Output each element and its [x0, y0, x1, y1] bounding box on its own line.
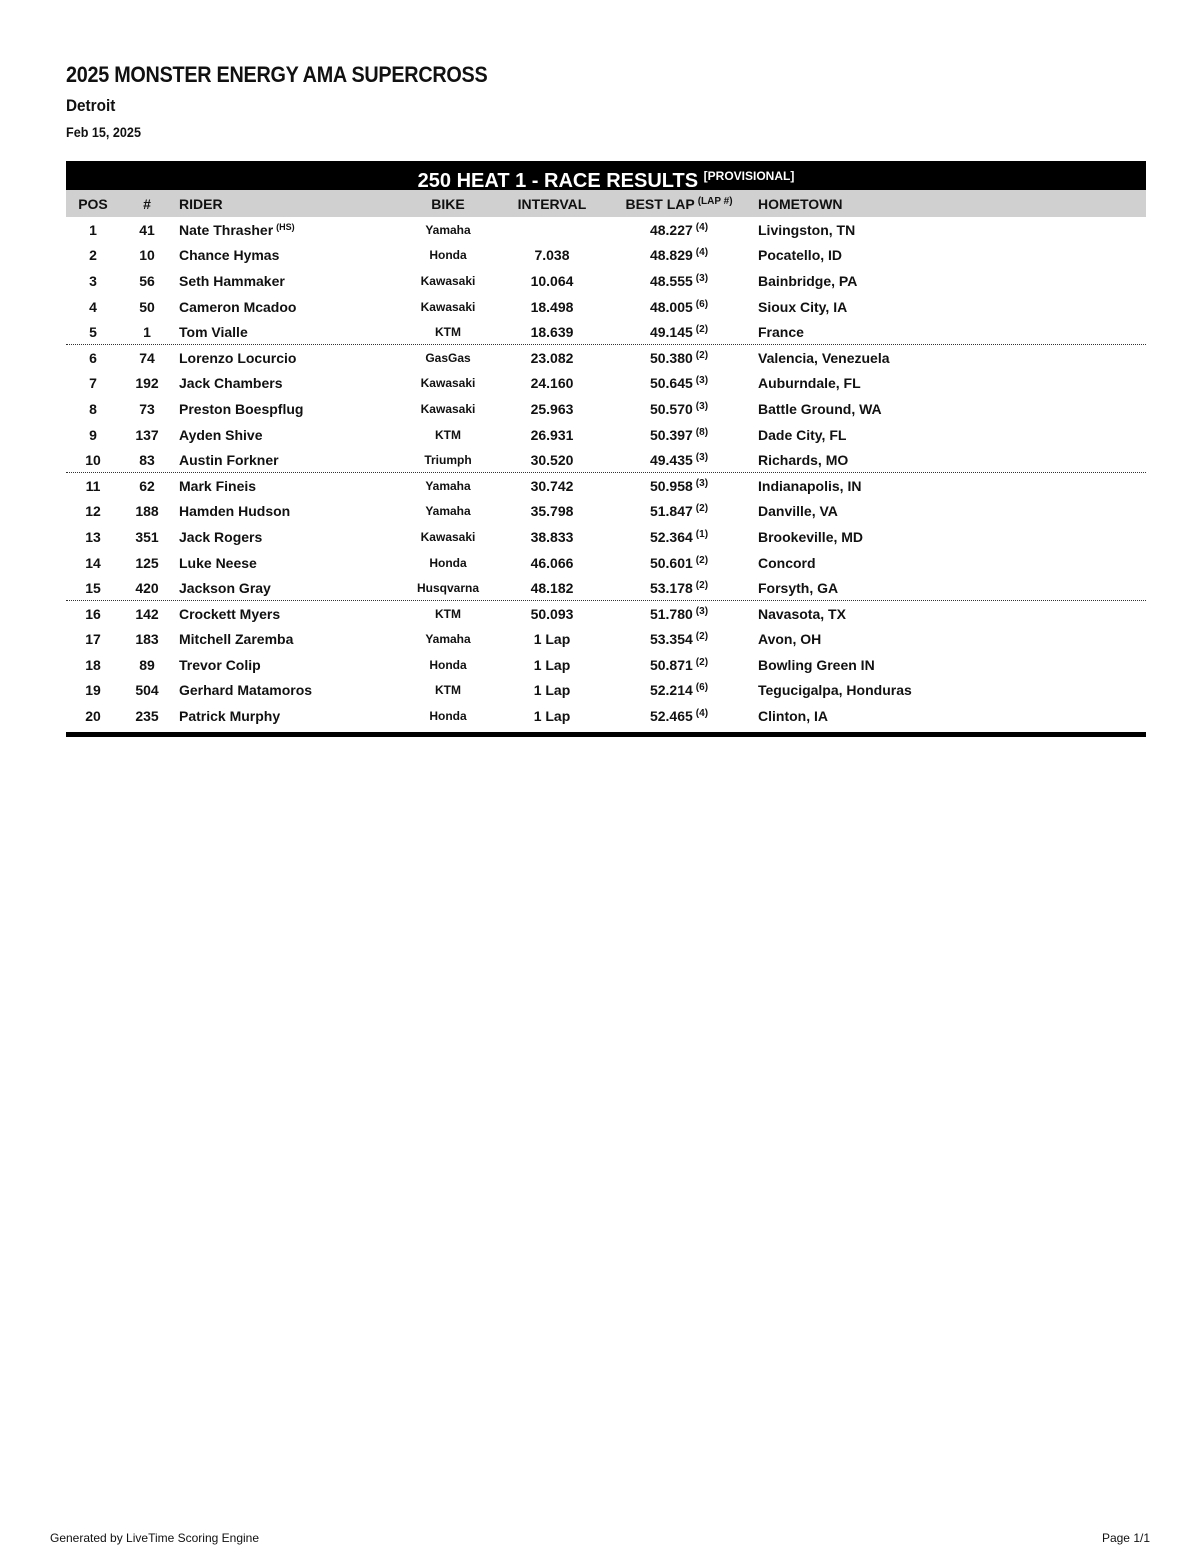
cell-position: 15 — [85, 579, 101, 596]
cell-best-lap — [604, 580, 754, 596]
table-row — [66, 499, 1146, 525]
cell-bike: Honda — [429, 657, 467, 672]
rider-name: Jack Rogers — [179, 528, 263, 545]
cell-rider-number: 73 — [139, 400, 155, 417]
cell-rider-number: 235 — [135, 708, 159, 725]
column-header-interval: INTERVAL — [517, 195, 587, 212]
best-lap-time: 48.829 — [649, 247, 693, 264]
table-row — [66, 268, 1146, 294]
cell-hometown: Bowling Green IN — [758, 656, 875, 673]
best-lap-time: 50.601 — [649, 554, 693, 571]
column-header-row — [66, 190, 1146, 217]
table-row — [66, 345, 1146, 371]
rider-name: Mark Fineis — [179, 477, 257, 494]
cell-rider-name — [174, 555, 396, 571]
table-row — [66, 601, 1146, 627]
cell-best-lap — [604, 299, 754, 315]
best-lap-time: 52.214 — [649, 682, 693, 699]
column-header-hometown: HOMETOWN — [758, 195, 843, 212]
results-rows — [66, 217, 1146, 729]
best-lap-number: (3) — [695, 451, 709, 463]
cell-bike: Honda — [429, 248, 467, 263]
cell-rider-name — [174, 401, 396, 417]
cell-hometown: Avon, OH — [758, 631, 822, 648]
cell-rider-number: 420 — [135, 579, 159, 596]
cell-position: 19 — [85, 682, 101, 699]
cell-position: 10 — [85, 451, 101, 468]
rider-name: Austin Forkner — [179, 451, 279, 468]
cell-bike: Honda — [429, 555, 467, 570]
table-row — [66, 243, 1146, 269]
column-header-number: # — [143, 195, 151, 212]
cell-rider-name — [174, 657, 396, 673]
cell-best-lap — [604, 401, 754, 417]
cell-best-lap — [604, 503, 754, 519]
cell-position: 20 — [85, 708, 101, 725]
cell-bike: Husqvarna — [416, 580, 480, 595]
best-lap-time: 53.354 — [649, 631, 693, 648]
cell-hometown: Indianapolis, IN — [758, 477, 862, 494]
cell-interval: 48.182 — [530, 579, 574, 596]
cell-bike: KTM — [435, 427, 461, 442]
best-lap-number: (2) — [695, 554, 709, 566]
best-lap-time: 48.227 — [649, 221, 693, 238]
cell-bike: Honda — [429, 709, 467, 724]
cell-hometown: Valencia, Venezuela — [758, 349, 890, 366]
cell-bike: KTM — [435, 683, 461, 698]
cell-rider-number: 89 — [139, 656, 155, 673]
series-title: 2025 MONSTER ENERGY AMA SUPERCROSS — [66, 62, 488, 87]
table-row — [66, 703, 1146, 729]
best-lap-number: (3) — [695, 375, 709, 387]
cell-rider-name — [174, 580, 396, 596]
rider-name: Nate Thrasher — [179, 221, 274, 238]
best-lap-time: 52.465 — [649, 708, 693, 725]
table-row — [66, 447, 1146, 473]
cell-interval: 46.066 — [530, 554, 574, 571]
cell-rider-number: 62 — [139, 477, 155, 494]
best-lap-number: (4) — [695, 708, 709, 720]
cell-hometown: Danville, VA — [758, 503, 838, 520]
cell-interval: 1 Lap — [533, 708, 571, 725]
cell-hometown: Tegucigalpa, Honduras — [758, 682, 912, 699]
best-lap-time: 50.958 — [649, 477, 693, 494]
best-lap-time: 50.380 — [649, 349, 693, 366]
cell-best-lap — [604, 682, 754, 698]
cell-rider-name — [174, 631, 396, 647]
best-lap-time: 48.555 — [649, 272, 693, 289]
cell-best-lap — [604, 631, 754, 647]
cell-rider-name — [174, 350, 396, 366]
cell-position: 13 — [85, 528, 101, 545]
best-lap-number: (3) — [695, 605, 709, 617]
cell-bike: Kawasaki — [420, 401, 476, 416]
rider-name: Cameron Mcadoo — [179, 298, 297, 315]
cell-position: 18 — [85, 656, 101, 673]
rider-name: Crockett Myers — [179, 605, 281, 622]
cell-interval: 24.160 — [530, 375, 574, 392]
best-lap-number: (3) — [695, 400, 709, 412]
rider-name: Lorenzo Locurcio — [179, 349, 297, 366]
table-row — [66, 319, 1146, 345]
cell-interval: 1 Lap — [533, 682, 571, 699]
cell-position: 11 — [85, 477, 101, 494]
cell-hometown: Auburndale, FL — [758, 375, 861, 392]
table-row — [66, 575, 1146, 601]
cell-interval: 25.963 — [530, 400, 574, 417]
cell-interval: 1 Lap — [533, 631, 571, 648]
cell-interval: 23.082 — [530, 349, 574, 366]
rider-name: Patrick Murphy — [179, 708, 281, 725]
cell-position: 8 — [89, 400, 97, 417]
cell-hometown: France — [758, 323, 804, 340]
rider-name: Gerhard Matamoros — [179, 682, 313, 699]
cell-position: 3 — [89, 272, 97, 289]
rider-name: Trevor Colip — [179, 656, 261, 673]
cell-bike: KTM — [435, 606, 461, 621]
column-header-best-lap — [604, 196, 754, 212]
cell-bike: KTM — [435, 324, 461, 339]
cell-rider-number: 41 — [139, 221, 155, 238]
cell-interval: 10.064 — [530, 272, 574, 289]
cell-position: 1 — [89, 221, 97, 238]
best-lap-number: (1) — [695, 528, 709, 540]
cell-interval: 35.798 — [530, 503, 574, 520]
cell-hometown: Brookeville, MD — [758, 528, 864, 545]
cell-rider-name — [174, 503, 396, 519]
best-lap-time: 52.364 — [649, 528, 693, 545]
best-lap-time: 50.871 — [649, 656, 693, 673]
cell-rider-name — [174, 247, 396, 263]
rider-name: Luke Neese — [179, 554, 257, 571]
table-row — [66, 217, 1146, 243]
cell-best-lap — [604, 452, 754, 468]
cell-bike: Kawasaki — [420, 299, 476, 314]
rider-name: Preston Boespflug — [179, 400, 304, 417]
best-lap-number: (6) — [695, 298, 709, 310]
cell-rider-name — [174, 606, 396, 622]
table-row — [66, 678, 1146, 704]
cell-rider-number: 192 — [135, 375, 159, 392]
rider-name: Seth Hammaker — [179, 272, 285, 289]
lap-number-note: (LAP #) — [697, 195, 733, 207]
best-lap-time: 51.847 — [649, 503, 693, 520]
cell-best-lap — [604, 273, 754, 289]
table-title-bar — [66, 161, 1146, 190]
cell-rider-number: 74 — [139, 349, 155, 366]
cell-interval: 18.639 — [530, 323, 574, 340]
cell-interval: 18.498 — [530, 298, 574, 315]
cell-rider-number: 137 — [135, 426, 159, 443]
cell-position: 5 — [89, 323, 97, 340]
cell-rider-name — [174, 273, 396, 289]
cell-best-lap — [604, 247, 754, 263]
best-lap-number: (3) — [695, 272, 709, 284]
cell-rider-number: 183 — [135, 631, 159, 648]
best-lap-time: 51.780 — [649, 605, 693, 622]
cell-rider-name — [174, 324, 396, 340]
best-lap-number: (2) — [695, 631, 709, 643]
cell-interval: 30.520 — [530, 451, 574, 468]
cell-position: 16 — [85, 605, 101, 622]
cell-hometown: Bainbridge, PA — [758, 272, 858, 289]
cell-best-lap — [604, 708, 754, 724]
cell-hometown: Forsyth, GA — [758, 579, 839, 596]
best-lap-label: BEST LAP — [625, 195, 695, 212]
rider-name: Hamden Hudson — [179, 503, 291, 520]
document-header — [66, 62, 534, 140]
table-row — [66, 371, 1146, 397]
venue-name: Detroit — [66, 96, 116, 115]
table-bottom-rule — [66, 732, 1146, 737]
cell-rider-number: 188 — [135, 503, 159, 520]
cell-best-lap — [604, 375, 754, 391]
best-lap-number: (2) — [695, 323, 709, 335]
best-lap-number: (3) — [695, 477, 709, 489]
cell-bike: GasGas — [425, 350, 471, 365]
cell-best-lap — [604, 606, 754, 622]
cell-position: 12 — [85, 503, 101, 520]
cell-hometown: Battle Ground, WA — [758, 400, 882, 417]
table-row — [66, 473, 1146, 499]
cell-best-lap — [604, 427, 754, 443]
cell-interval: 30.742 — [530, 477, 574, 494]
cell-rider-number: 1 — [143, 323, 151, 340]
cell-best-lap — [604, 529, 754, 545]
cell-hometown: Clinton, IA — [758, 708, 828, 725]
cell-bike: Yamaha — [425, 222, 471, 237]
cell-best-lap — [604, 350, 754, 366]
cell-rider-name — [174, 529, 396, 545]
cell-best-lap — [604, 222, 754, 238]
rider-name: Jack Chambers — [179, 375, 283, 392]
rider-name: Ayden Shive — [179, 426, 263, 443]
cell-interval: 1 Lap — [533, 656, 571, 673]
cell-position: 14 — [85, 554, 101, 571]
cell-best-lap — [604, 657, 754, 673]
cell-hometown: Concord — [758, 554, 816, 571]
cell-position: 2 — [89, 247, 97, 264]
cell-rider-number: 125 — [135, 554, 159, 571]
best-lap-time: 49.435 — [649, 451, 693, 468]
cell-rider-name — [174, 375, 396, 391]
cell-rider-name — [174, 478, 396, 494]
cell-bike: Yamaha — [425, 632, 471, 647]
cell-position: 6 — [89, 349, 97, 366]
cell-rider-number: 10 — [139, 247, 155, 264]
best-lap-time: 50.645 — [649, 375, 693, 392]
cell-position: 7 — [89, 375, 97, 392]
rider-tag: (HS) — [276, 221, 295, 232]
cell-rider-name — [174, 299, 396, 315]
table-row — [66, 652, 1146, 678]
cell-hometown: Richards, MO — [758, 451, 849, 468]
cell-position: 4 — [89, 298, 97, 315]
best-lap-time: 53.178 — [649, 579, 693, 596]
best-lap-number: (8) — [695, 426, 709, 438]
cell-bike: Yamaha — [425, 504, 471, 519]
cell-rider-name — [174, 452, 396, 468]
footer-page-number: Page 1/1 — [1101, 1531, 1150, 1545]
column-header-rider: RIDER — [179, 195, 223, 212]
cell-position: 17 — [85, 631, 101, 648]
cell-rider-number: 56 — [139, 272, 155, 289]
cell-hometown: Livingston, TN — [758, 221, 856, 238]
cell-interval: 38.833 — [530, 528, 574, 545]
cell-interval: 50.093 — [530, 605, 574, 622]
cell-bike: Kawasaki — [420, 529, 476, 544]
best-lap-number: (6) — [695, 682, 709, 694]
cell-rider-name — [174, 222, 396, 238]
best-lap-time: 50.397 — [649, 426, 693, 443]
cell-rider-name — [174, 427, 396, 443]
table-row — [66, 524, 1146, 550]
cell-rider-number: 504 — [135, 682, 159, 699]
best-lap-number: (2) — [695, 579, 709, 591]
rider-name: Tom Vialle — [179, 323, 248, 340]
best-lap-time: 50.570 — [649, 400, 693, 417]
cell-bike: Triumph — [424, 452, 472, 467]
table-row — [66, 422, 1146, 448]
cell-interval: 26.931 — [530, 426, 574, 443]
column-header-pos: POS — [78, 195, 108, 212]
provisional-tag: [PROVISIONAL] — [703, 169, 795, 183]
table-row — [66, 396, 1146, 422]
best-lap-number: (2) — [695, 656, 709, 668]
cell-hometown: Pocatello, ID — [758, 247, 843, 264]
rider-name: Mitchell Zaremba — [179, 631, 294, 648]
best-lap-number: (2) — [695, 503, 709, 515]
table-title: 250 HEAT 1 - RACE RESULTS — [417, 170, 699, 192]
cell-hometown: Dade City, FL — [758, 426, 847, 443]
cell-bike: Yamaha — [425, 478, 471, 493]
cell-bike: Kawasaki — [420, 376, 476, 391]
best-lap-time: 49.145 — [649, 323, 693, 340]
cell-interval: 7.038 — [534, 247, 570, 264]
table-row — [66, 294, 1146, 320]
best-lap-number: (4) — [695, 221, 709, 233]
cell-bike: Kawasaki — [420, 273, 476, 288]
best-lap-number: (2) — [695, 349, 709, 361]
table-row — [66, 550, 1146, 576]
cell-rider-name — [174, 708, 396, 724]
event-date: Feb 15, 2025 — [66, 124, 141, 140]
cell-rider-number: 50 — [139, 298, 155, 315]
best-lap-time: 48.005 — [649, 298, 693, 315]
cell-best-lap — [604, 478, 754, 494]
table-row — [66, 627, 1146, 653]
cell-hometown: Navasota, TX — [758, 605, 846, 622]
cell-rider-number: 83 — [139, 451, 155, 468]
cell-rider-name — [174, 682, 396, 698]
cell-best-lap — [604, 324, 754, 340]
results-table — [66, 161, 1146, 737]
column-header-bike: BIKE — [431, 195, 465, 212]
cell-position: 9 — [89, 426, 97, 443]
best-lap-number: (4) — [695, 247, 709, 259]
rider-name: Jackson Gray — [179, 579, 271, 596]
cell-hometown: Sioux City, IA — [758, 298, 848, 315]
rider-name: Chance Hymas — [179, 247, 280, 264]
footer-generator: Generated by LiveTime Scoring Engine — [50, 1531, 260, 1545]
cell-rider-number: 142 — [135, 605, 159, 622]
cell-best-lap — [604, 555, 754, 571]
cell-rider-number: 351 — [135, 528, 159, 545]
